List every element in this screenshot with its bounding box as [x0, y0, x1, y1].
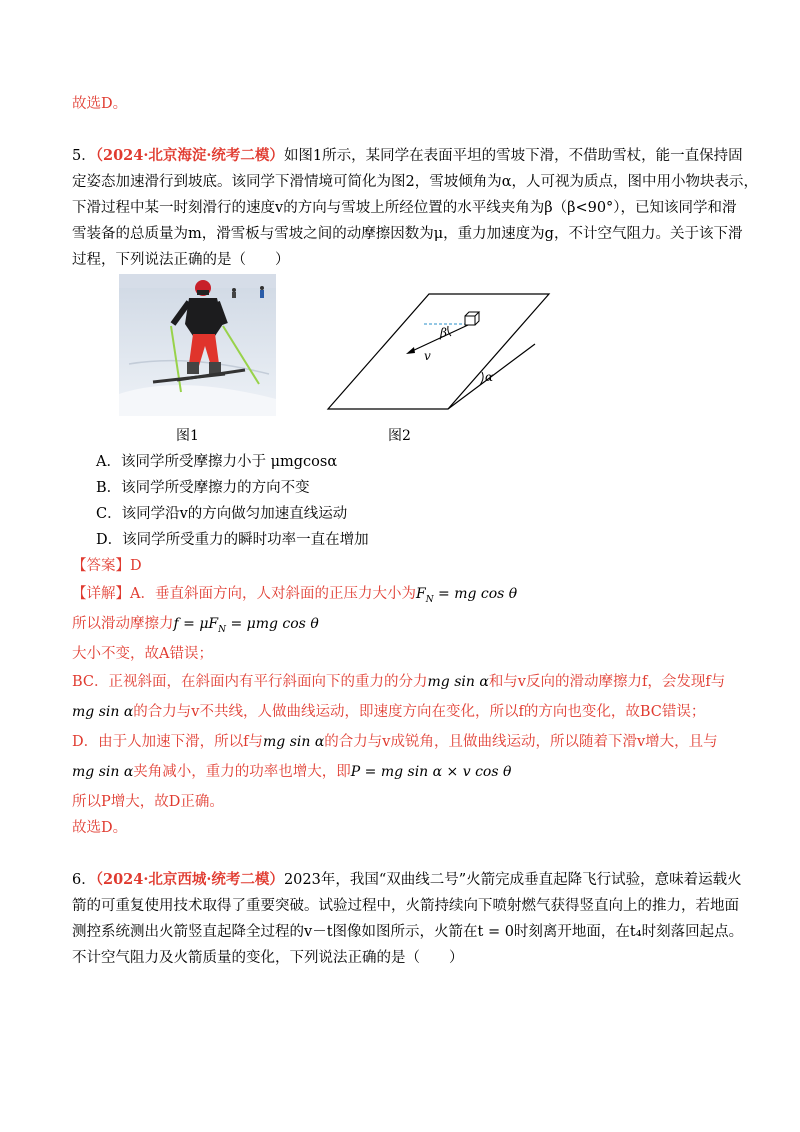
- detail-line-5: mg sin α的合力与v不共线，人做曲线运动，即速度方向在变化，所以f的方向也变化，故BC错误；: [72, 704, 706, 720]
- beta-label: β: [440, 326, 447, 340]
- detail-line-3: 大小不变，故A错误；: [72, 646, 213, 662]
- q5-line-4: 雪装备的总质量为m，滑雪板与雪坡之间的动摩擦因数为μ，重力加速度为g，不计空气阻力。关于该下滑: [72, 226, 743, 242]
- q6-text-1: 2023年，我国“双曲线二号”火箭完成垂直起降飞行试验，意味着运载火: [283, 872, 742, 888]
- q6-line-4: 不计空气阻力及火箭质量的变化，下列说法正确的是（ ）: [72, 950, 464, 966]
- q5-source: （2024·北京海淀·统考二模）: [95, 147, 284, 164]
- option-c: C．该同学沿v的方向做匀加速直线运动: [96, 506, 348, 522]
- q6-line-1: [72, 870, 742, 890]
- q6-source: （2024·北京西城·统考二模）: [95, 871, 284, 888]
- q5-line-2: 定姿态加速滑行到坡底。该同学下滑情境可简化为图2，雪坡倾角为α，人可视为质点，图中用小物块表示，: [72, 174, 759, 190]
- fig1-caption: 图1: [176, 428, 199, 444]
- q6-line-3: 测控系统测出火箭竖直起降全过程的v－t图像如图所示，火箭在t = 0时刻离开地面，在t₄时刻落回起点。: [72, 924, 744, 940]
- block-icon: [465, 312, 479, 325]
- detail-line-6: D．由于人加速下滑，所以f与mg sin α的合力与v成锐角，且做曲线运动，所以随着下滑v增大，且与: [72, 734, 718, 750]
- detail-line-8: 所以P增大，故D正确。: [72, 794, 224, 810]
- q5-line-5: 过程，下列说法正确的是（ ）: [72, 252, 290, 268]
- formula-mgsina-3: mg sin α: [263, 734, 325, 750]
- skier-photo: [119, 274, 276, 416]
- q5-number: 5．: [72, 148, 96, 164]
- detail-line-7: mg sin α夹角减小，重力的功率也增大，即P = mg sin α × v cos θ: [72, 764, 512, 780]
- formula-mgsina-4: mg sin α: [72, 764, 134, 780]
- answer: 【答案】D: [72, 558, 142, 574]
- alpha-label: α: [485, 370, 494, 384]
- v-label: v: [424, 349, 431, 363]
- detail-label: 【详解】: [72, 586, 130, 602]
- q6-line-2: 箭的可重复使用技术取得了重要突破。试验过程中，火箭持续向下喷射燃气获得竖直向上的推力，若地面: [72, 898, 739, 914]
- fig2-caption: 图2: [388, 428, 411, 444]
- option-a: A．该同学所受摩擦力小于 μmgcosα: [96, 454, 338, 470]
- option-d: D．该同学所受重力的瞬时功率一直在增加: [96, 532, 369, 548]
- formula-mgsina-2: mg sin α: [72, 704, 134, 720]
- formula-normal-force: $F_N$ = mg cos θ: [415, 586, 518, 605]
- formula-friction: $f = \mu F_N = \mu mg$ cos θ: [173, 616, 319, 635]
- q5-line-1: [72, 146, 743, 166]
- slope-diagram: [320, 286, 560, 416]
- q5-line-3: 下滑过程中某一时刻滑行的速度v的方向与雪坡上所经位置的水平线夹角为β（β<90°），已知该同学和滑: [72, 200, 737, 216]
- slope-plane: [328, 294, 549, 409]
- arrow-head-icon: [406, 347, 415, 354]
- q6-number: 6．: [72, 872, 96, 888]
- detail-line-4: BC．正视斜面，在斜面内有平行斜面向下的重力的分力mg sin α和与v反向的滑动摩擦力f，会发现f与: [72, 674, 726, 690]
- option-b: B．该同学所受摩擦力的方向不变: [96, 480, 310, 496]
- detail-line-2: 所以滑动摩擦力$f = \mu F_N = \mu mg$ cos θ: [72, 616, 319, 635]
- q5-text-1: 如图1所示，某同学在表面平坦的雪坡下滑，不借助雪杖，能一直保持固: [283, 148, 743, 164]
- detail-line-1: 【详解】A．垂直斜面方向，人对斜面的正压力大小为$F_N$ = mg cos θ: [72, 586, 518, 605]
- velocity-arrow: [410, 325, 468, 352]
- previous-answer: 故选D。: [72, 96, 128, 112]
- formula-mgsina-1: mg sin α: [427, 674, 489, 690]
- detail-line-9: 故选D。: [72, 820, 128, 836]
- formula-power: P = mg sin α × v cos θ: [350, 764, 512, 780]
